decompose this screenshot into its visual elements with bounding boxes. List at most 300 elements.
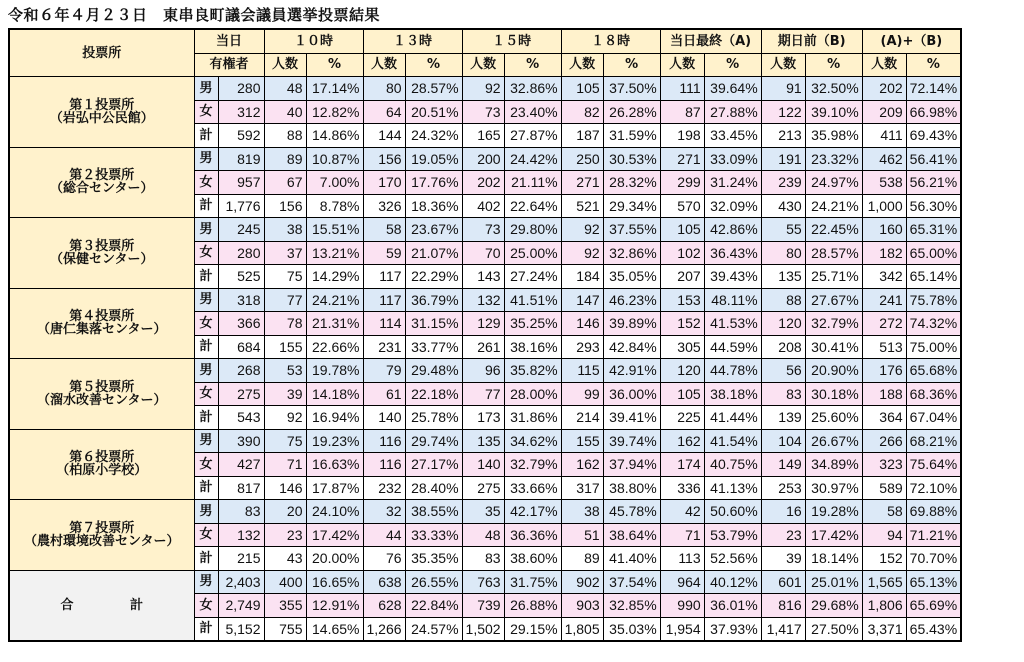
- count-cell: 104: [761, 429, 805, 453]
- pct-cell: 32.79%: [504, 453, 561, 477]
- count-cell: 402: [462, 194, 504, 218]
- count-cell: 32: [363, 500, 405, 524]
- count-cell: 96: [462, 359, 504, 383]
- count-cell: 147: [561, 288, 603, 312]
- count-cell: 156: [363, 147, 405, 171]
- pct-cell: 56.21%: [906, 171, 961, 195]
- pct-cell: 35.35%: [405, 547, 462, 571]
- station-name-cell: [9, 500, 194, 571]
- pct-cell: 27.17%: [405, 453, 462, 477]
- count-cell: 1,417: [761, 617, 805, 641]
- station-place: （柏原小学校）: [56, 463, 148, 479]
- pct-cell: 39.64%: [704, 77, 761, 101]
- station-name: 第２投票所: [69, 168, 135, 184]
- count-cell: 272: [862, 312, 906, 336]
- gender-label: 計: [194, 547, 218, 571]
- count-cell: 64: [363, 100, 405, 124]
- pct-cell: 26.88%: [504, 594, 561, 618]
- count-cell: 990: [660, 594, 704, 618]
- pct-cell: 52.56%: [704, 547, 761, 571]
- pct-cell: 21.07%: [405, 241, 462, 265]
- gender-label: 計: [194, 124, 218, 148]
- count-cell: 43: [264, 547, 306, 571]
- pct-cell: 17.42%: [805, 523, 862, 547]
- pct-cell: 17.14%: [306, 77, 363, 101]
- station-place: （岩弘中公民館）: [49, 110, 154, 126]
- pct-cell: 20.00%: [306, 547, 363, 571]
- pct-cell: 16.65%: [306, 570, 363, 594]
- pct-cell: 32.79%: [805, 312, 862, 336]
- count-cell: 116: [363, 453, 405, 477]
- pct-cell: 27.87%: [504, 124, 561, 148]
- count-cell: 92: [561, 241, 603, 265]
- count-cell: 202: [862, 77, 906, 101]
- count-cell: 73: [462, 100, 504, 124]
- pct-cell: 40.12%: [704, 570, 761, 594]
- pct-cell: 53.79%: [704, 523, 761, 547]
- pct-cell: 33.66%: [504, 476, 561, 500]
- pct-cell: 42.84%: [603, 335, 660, 359]
- pct-cell: 40.75%: [704, 453, 761, 477]
- pct-cell: 41.44%: [704, 406, 761, 430]
- count-cell: 275: [462, 476, 504, 500]
- grand-total-row: [9, 570, 961, 594]
- eligible-cell: 318: [218, 288, 264, 312]
- count-cell: 120: [761, 312, 805, 336]
- pct-cell: 29.48%: [405, 359, 462, 383]
- pct-cell: 41.54%: [704, 429, 761, 453]
- pct-cell: 21.31%: [306, 312, 363, 336]
- pct-cell: 29.34%: [603, 194, 660, 218]
- count-cell: 92: [264, 406, 306, 430]
- count-cell: 225: [660, 406, 704, 430]
- count-cell: 89: [264, 147, 306, 171]
- pct-cell: 26.28%: [603, 100, 660, 124]
- count-cell: 1,000: [862, 194, 906, 218]
- station-place: （溜水改善センター）: [37, 392, 167, 408]
- pct-cell: 25.00%: [504, 241, 561, 265]
- count-cell: 102: [660, 241, 704, 265]
- station-place: （唐仁集落センター）: [37, 322, 167, 338]
- count-cell: 174: [660, 453, 704, 477]
- gender-label: 計: [194, 335, 218, 359]
- pct-cell: 26.55%: [405, 570, 462, 594]
- pct-cell: 56.41%: [906, 147, 961, 171]
- pct-cell: 39.43%: [704, 265, 761, 289]
- pct-cell: 25.01%: [805, 570, 862, 594]
- count-cell: 763: [462, 570, 504, 594]
- count-cell: 176: [862, 359, 906, 383]
- station-place: （農村環境改善センター）: [24, 533, 180, 549]
- station-place: （総合センター）: [50, 181, 154, 197]
- count-cell: 299: [660, 171, 704, 195]
- pct-cell: 30.97%: [805, 476, 862, 500]
- pct-cell: 23.40%: [504, 100, 561, 124]
- pct-cell: 29.15%: [504, 617, 561, 641]
- pct-cell: 37.54%: [603, 570, 660, 594]
- eligible-cell: 280: [218, 241, 264, 265]
- pct-cell: 31.75%: [504, 570, 561, 594]
- pct-cell: 71.21%: [906, 523, 961, 547]
- eligible-cell: 312: [218, 100, 264, 124]
- pct-cell: 14.86%: [306, 124, 363, 148]
- station-name: 第６投票所: [69, 450, 135, 466]
- count-cell: 71: [264, 453, 306, 477]
- pct-cell: 35.03%: [603, 617, 660, 641]
- pct-cell: 7.00%: [306, 171, 363, 195]
- pct-cell: 38.16%: [504, 335, 561, 359]
- header-station: 投票所: [9, 29, 194, 77]
- pct-cell: 39.89%: [603, 312, 660, 336]
- count-cell: 48: [264, 77, 306, 101]
- gender-label: 計: [194, 406, 218, 430]
- count-cell: 293: [561, 335, 603, 359]
- count-cell: 77: [264, 288, 306, 312]
- pct-cell: 17.76%: [405, 171, 462, 195]
- gender-label: 男: [194, 288, 218, 312]
- station-row: [9, 429, 961, 453]
- pct-cell: 29.74%: [405, 429, 462, 453]
- count-cell: 99: [561, 382, 603, 406]
- count-cell: 117: [363, 265, 405, 289]
- count-cell: 80: [761, 241, 805, 265]
- pct-cell: 72.10%: [906, 476, 961, 500]
- count-cell: 75: [264, 429, 306, 453]
- header-pct: %: [906, 53, 961, 77]
- gender-label: 計: [194, 617, 218, 641]
- station-row: [9, 77, 961, 101]
- pct-cell: 22.18%: [405, 382, 462, 406]
- pct-cell: 19.78%: [306, 359, 363, 383]
- pct-cell: 24.57%: [405, 617, 462, 641]
- pct-cell: 36.79%: [405, 288, 462, 312]
- header-pct: %: [603, 53, 660, 77]
- header-pct: %: [805, 53, 862, 77]
- gender-label: 男: [194, 570, 218, 594]
- eligible-cell: 390: [218, 429, 264, 453]
- pct-cell: 41.13%: [704, 476, 761, 500]
- count-cell: 160: [862, 218, 906, 242]
- header-pct: %: [504, 53, 561, 77]
- count-cell: 53: [264, 359, 306, 383]
- gender-label: 男: [194, 359, 218, 383]
- count-cell: 94: [862, 523, 906, 547]
- count-cell: 89: [561, 547, 603, 571]
- count-cell: 82: [561, 100, 603, 124]
- pct-cell: 38.64%: [603, 523, 660, 547]
- count-cell: 739: [462, 594, 504, 618]
- count-cell: 964: [660, 570, 704, 594]
- pct-cell: 72.14%: [906, 77, 961, 101]
- pct-cell: 23.67%: [405, 218, 462, 242]
- pct-cell: 69.43%: [906, 124, 961, 148]
- count-cell: 305: [660, 335, 704, 359]
- header-count: 人数: [363, 53, 405, 77]
- pct-cell: 24.97%: [805, 171, 862, 195]
- count-cell: 1,565: [862, 570, 906, 594]
- pct-cell: 34.62%: [504, 429, 561, 453]
- gender-label: 女: [194, 100, 218, 124]
- count-cell: 37: [264, 241, 306, 265]
- pct-cell: 21.11%: [504, 171, 561, 195]
- pct-cell: 28.32%: [603, 171, 660, 195]
- count-cell: 200: [462, 147, 504, 171]
- pct-cell: 15.51%: [306, 218, 363, 242]
- pct-cell: 44.78%: [704, 359, 761, 383]
- count-cell: 214: [561, 406, 603, 430]
- count-cell: 139: [761, 406, 805, 430]
- count-cell: 92: [462, 77, 504, 101]
- pct-cell: 22.29%: [405, 265, 462, 289]
- pct-cell: 35.98%: [805, 124, 862, 148]
- count-cell: 120: [660, 359, 704, 383]
- count-cell: 129: [462, 312, 504, 336]
- gender-label: 計: [194, 265, 218, 289]
- pct-cell: 16.63%: [306, 453, 363, 477]
- eligible-cell: 268: [218, 359, 264, 383]
- count-cell: 114: [363, 312, 405, 336]
- count-cell: 56: [761, 359, 805, 383]
- count-cell: 23: [761, 523, 805, 547]
- pct-cell: 24.21%: [306, 288, 363, 312]
- gender-label: 女: [194, 241, 218, 265]
- count-cell: 209: [862, 100, 906, 124]
- count-cell: 155: [561, 429, 603, 453]
- gender-label: 男: [194, 429, 218, 453]
- page-title: 令和６年４月２３日 東串良町議会議員選挙投票結果: [8, 6, 381, 24]
- pct-cell: 70.70%: [906, 547, 961, 571]
- header-count: 人数: [264, 53, 306, 77]
- pct-cell: 42.17%: [504, 500, 561, 524]
- count-cell: 628: [363, 594, 405, 618]
- eligible-cell: 819: [218, 147, 264, 171]
- header-15: １５時: [462, 29, 561, 53]
- voting-results-table: [8, 28, 962, 642]
- count-cell: 816: [761, 594, 805, 618]
- pct-cell: 36.43%: [704, 241, 761, 265]
- pct-cell: 65.14%: [906, 265, 961, 289]
- pct-cell: 10.87%: [306, 147, 363, 171]
- count-cell: 266: [862, 429, 906, 453]
- count-cell: 144: [363, 124, 405, 148]
- count-cell: 323: [862, 453, 906, 477]
- count-cell: 76: [363, 547, 405, 571]
- pct-cell: 39.74%: [603, 429, 660, 453]
- pct-cell: 65.43%: [906, 617, 961, 641]
- count-cell: 336: [660, 476, 704, 500]
- count-cell: 250: [561, 147, 603, 171]
- pct-cell: 39.41%: [603, 406, 660, 430]
- pct-cell: 24.42%: [504, 147, 561, 171]
- count-cell: 83: [761, 382, 805, 406]
- count-cell: 135: [462, 429, 504, 453]
- header-13: １３時: [363, 29, 462, 53]
- pct-cell: 68.21%: [906, 429, 961, 453]
- count-cell: 88: [264, 124, 306, 148]
- count-cell: 70: [462, 241, 504, 265]
- header-eligible: 有権者: [194, 53, 264, 77]
- pct-cell: 36.36%: [504, 523, 561, 547]
- pct-cell: 31.86%: [504, 406, 561, 430]
- count-cell: 755: [264, 617, 306, 641]
- pct-cell: 35.82%: [504, 359, 561, 383]
- pct-cell: 48.11%: [704, 288, 761, 312]
- gender-label: 男: [194, 77, 218, 101]
- pct-cell: 32.85%: [603, 594, 660, 618]
- eligible-cell: 543: [218, 406, 264, 430]
- header-18: １８時: [561, 29, 660, 53]
- header-row-1: [9, 29, 961, 53]
- pct-cell: 37.93%: [704, 617, 761, 641]
- gender-label: 計: [194, 194, 218, 218]
- count-cell: 355: [264, 594, 306, 618]
- gender-label: 女: [194, 382, 218, 406]
- pct-cell: 17.87%: [306, 476, 363, 500]
- pct-cell: 20.90%: [805, 359, 862, 383]
- pct-cell: 44.59%: [704, 335, 761, 359]
- count-cell: 88: [761, 288, 805, 312]
- station-name-cell: [9, 288, 194, 359]
- pct-cell: 19.05%: [405, 147, 462, 171]
- station-place: （保健センター）: [50, 251, 154, 267]
- eligible-cell: 215: [218, 547, 264, 571]
- pct-cell: 75.64%: [906, 453, 961, 477]
- count-cell: 232: [363, 476, 405, 500]
- count-cell: 149: [761, 453, 805, 477]
- header-total: (A)+（B): [862, 29, 961, 53]
- pct-cell: 12.91%: [306, 594, 363, 618]
- count-cell: 152: [660, 312, 704, 336]
- count-cell: 589: [862, 476, 906, 500]
- pct-cell: 8.78%: [306, 194, 363, 218]
- pct-cell: 66.98%: [906, 100, 961, 124]
- header-pct: %: [306, 53, 363, 77]
- pct-cell: 39.10%: [805, 100, 862, 124]
- count-cell: 38: [264, 218, 306, 242]
- header-final: 当日最終（A): [660, 29, 761, 53]
- count-cell: 317: [561, 476, 603, 500]
- count-cell: 213: [761, 124, 805, 148]
- count-cell: 77: [462, 382, 504, 406]
- count-cell: 48: [462, 523, 504, 547]
- count-cell: 207: [660, 265, 704, 289]
- count-cell: 208: [761, 335, 805, 359]
- pct-cell: 37.55%: [603, 218, 660, 242]
- pct-cell: 50.60%: [704, 500, 761, 524]
- pct-cell: 16.94%: [306, 406, 363, 430]
- pct-cell: 65.31%: [906, 218, 961, 242]
- pct-cell: 38.55%: [405, 500, 462, 524]
- pct-cell: 13.21%: [306, 241, 363, 265]
- count-cell: 38: [561, 500, 603, 524]
- count-cell: 202: [462, 171, 504, 195]
- header-count: 人数: [561, 53, 603, 77]
- pct-cell: 30.18%: [805, 382, 862, 406]
- gender-label: 女: [194, 453, 218, 477]
- count-cell: 261: [462, 335, 504, 359]
- eligible-cell: 245: [218, 218, 264, 242]
- pct-cell: 36.01%: [704, 594, 761, 618]
- count-cell: 75: [264, 265, 306, 289]
- count-cell: 184: [561, 265, 603, 289]
- eligible-cell: 2,403: [218, 570, 264, 594]
- pct-cell: 14.29%: [306, 265, 363, 289]
- pct-cell: 27.88%: [704, 100, 761, 124]
- station-name: 第５投票所: [69, 379, 135, 395]
- count-cell: 198: [660, 124, 704, 148]
- count-cell: 187: [561, 124, 603, 148]
- count-cell: 35: [462, 500, 504, 524]
- count-cell: 58: [363, 218, 405, 242]
- count-cell: 513: [862, 335, 906, 359]
- station-row: [9, 218, 961, 242]
- count-cell: 55: [761, 218, 805, 242]
- count-cell: 271: [561, 171, 603, 195]
- pct-cell: 23.32%: [805, 147, 862, 171]
- count-cell: 116: [363, 429, 405, 453]
- station-name-cell: [9, 218, 194, 289]
- station-name-cell: [9, 77, 194, 148]
- results-body: [9, 77, 961, 642]
- count-cell: 1,954: [660, 617, 704, 641]
- gender-label: 男: [194, 218, 218, 242]
- count-cell: 521: [561, 194, 603, 218]
- count-cell: 92: [561, 218, 603, 242]
- pct-cell: 28.40%: [405, 476, 462, 500]
- pct-cell: 69.88%: [906, 500, 961, 524]
- pct-cell: 14.18%: [306, 382, 363, 406]
- count-cell: 67: [264, 171, 306, 195]
- count-cell: 61: [363, 382, 405, 406]
- pct-cell: 31.24%: [704, 171, 761, 195]
- count-cell: 39: [761, 547, 805, 571]
- pct-cell: 35.05%: [603, 265, 660, 289]
- count-cell: 155: [264, 335, 306, 359]
- eligible-cell: 592: [218, 124, 264, 148]
- pct-cell: 17.42%: [306, 523, 363, 547]
- pct-cell: 28.57%: [405, 77, 462, 101]
- station-name-cell: [9, 147, 194, 218]
- pct-cell: 67.04%: [906, 406, 961, 430]
- station-name: 第７投票所: [69, 520, 135, 536]
- pct-cell: 19.28%: [805, 500, 862, 524]
- pct-cell: 18.14%: [805, 547, 862, 571]
- eligible-cell: 275: [218, 382, 264, 406]
- header-early: 期日前（B): [761, 29, 862, 53]
- pct-cell: 65.69%: [906, 594, 961, 618]
- count-cell: 73: [462, 218, 504, 242]
- count-cell: 23: [264, 523, 306, 547]
- count-cell: 188: [862, 382, 906, 406]
- count-cell: 342: [862, 265, 906, 289]
- station-name: 第３投票所: [69, 238, 135, 254]
- station-name: 第４投票所: [69, 309, 135, 325]
- pct-cell: 34.89%: [805, 453, 862, 477]
- count-cell: 903: [561, 594, 603, 618]
- count-cell: 140: [462, 453, 504, 477]
- header-10: １０時: [264, 29, 363, 53]
- pct-cell: 22.84%: [405, 594, 462, 618]
- header-pct: %: [405, 53, 462, 77]
- pct-cell: 41.51%: [504, 288, 561, 312]
- pct-cell: 35.25%: [504, 312, 561, 336]
- count-cell: 40: [264, 100, 306, 124]
- count-cell: 113: [660, 547, 704, 571]
- pct-cell: 24.21%: [805, 194, 862, 218]
- gender-label: 男: [194, 147, 218, 171]
- count-cell: 162: [660, 429, 704, 453]
- count-cell: 191: [761, 147, 805, 171]
